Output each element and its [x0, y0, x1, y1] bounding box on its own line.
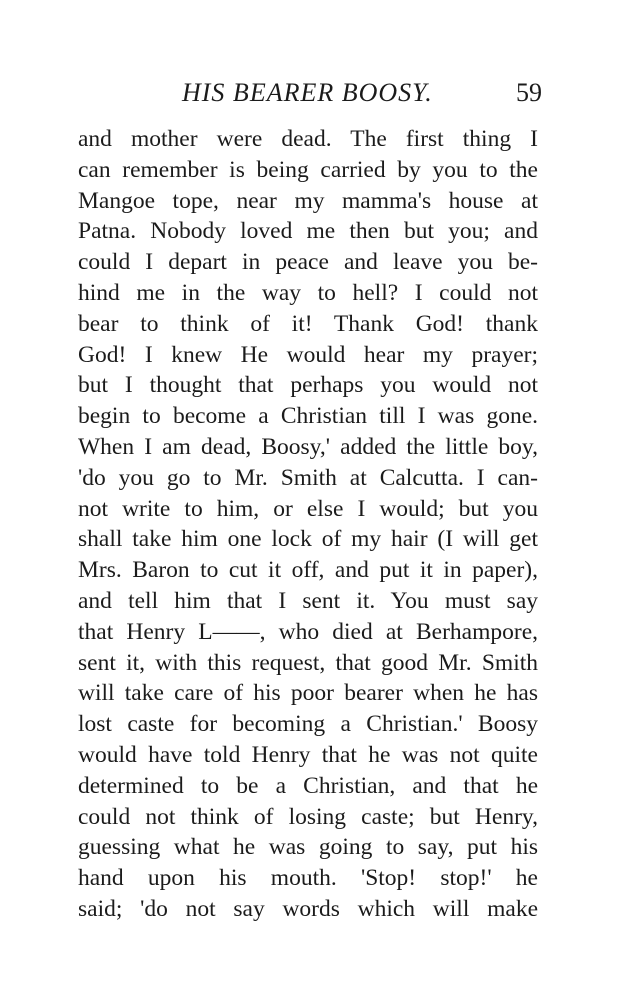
- text-line: hand upon his mouth. 'Stop! stop!' he: [78, 865, 538, 892]
- text-line: guessing what he was going to say, put his: [78, 834, 538, 861]
- text-line: will take care of his poor bearer when he has: [78, 680, 538, 707]
- text-line: that Henry L——, who died at Berhampore,: [78, 618, 538, 645]
- text-line: not write to him, or else I would; but you: [78, 495, 538, 522]
- text-line: could not think of losing caste; but Henry,: [78, 803, 538, 830]
- text-line: could I depart in peace and leave you be-: [78, 249, 538, 276]
- text-line: and tell him that I sent it. You must say: [78, 587, 538, 614]
- text-line: bear to think of it! Thank God! thank: [78, 310, 538, 337]
- text-line: Mrs. Baron to cut it off, and put it in paper),: [78, 557, 538, 584]
- text-line: would have told Henry that he was not quite: [78, 741, 538, 768]
- text-line: and mother were dead. The first thing I: [78, 126, 538, 152]
- text-line: When I am dead, Boosy,' added the little boy,: [78, 433, 538, 460]
- text-line: can remember is being carried by you to the: [78, 156, 538, 183]
- text-line: determined to be a Christian, and that he: [78, 772, 538, 799]
- running-title: HIS BEARER BOOSY.: [182, 78, 433, 107]
- text-line: lost caste for becoming a Christian.' Boosy: [78, 711, 538, 738]
- text-line: hind me in the way to hell? I could not: [78, 279, 538, 306]
- text-line: begin to become a Christian till I was gone.: [78, 403, 538, 430]
- text-line: Patna. Nobody loved me then but you; and: [78, 218, 538, 245]
- body-text: [78, 124, 538, 925]
- text-line: sent it, with this request, that good Mr. Smith: [78, 649, 538, 676]
- text-line: Mangoe tope, near my mamma's house at: [78, 187, 538, 214]
- text-line: shall take him one lock of my hair (I will get: [78, 526, 538, 553]
- running-head: [78, 76, 544, 116]
- text-line: 'do you go to Mr. Smith at Calcutta. I can-: [78, 464, 538, 491]
- text-line: but I thought that perhaps you would not: [78, 372, 538, 399]
- page-number: 59: [516, 78, 542, 107]
- text-line: God! I knew He would hear my prayer;: [78, 341, 538, 368]
- text-line: said; 'do not say words which will make: [78, 895, 538, 922]
